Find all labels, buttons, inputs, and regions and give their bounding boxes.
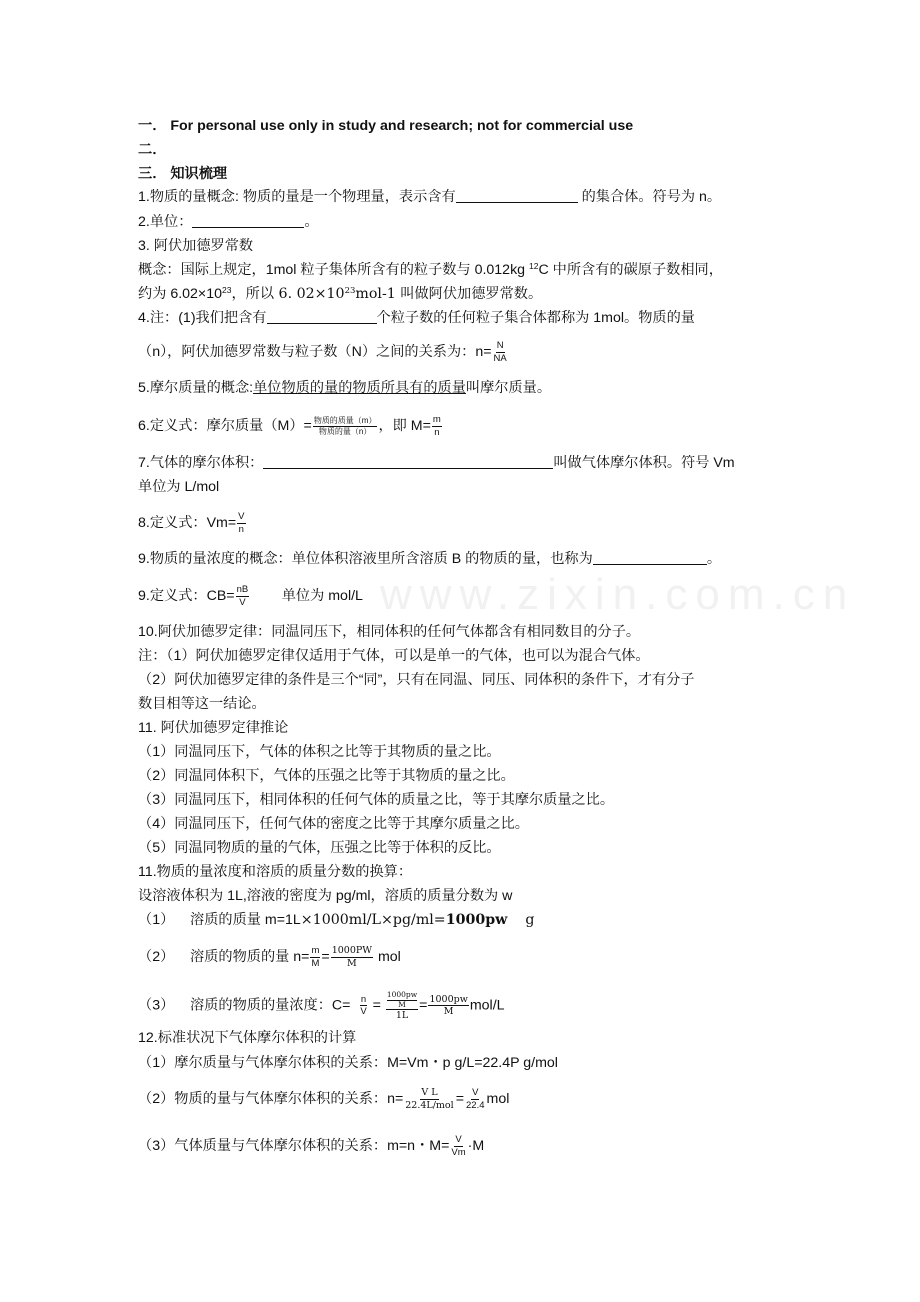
heading-3: 三． 知识梳理: [138, 166, 228, 182]
fraction-m-n: $\frac{m}{n}$: [432, 414, 441, 438]
line-mass: （1） 溶质的质量 m=1L×1000ml/L×pg/ml=1000pw g: [138, 912, 535, 928]
line-corollary-2: （2）同温同体积下，气体的压强之比等于其物质的量之比。: [138, 768, 515, 784]
line-vm-formula: 8.定义式：Vm= $\frac{V}{n}$: [138, 511, 245, 535]
blank-4: [263, 454, 553, 469]
fraction-n: $\frac{N}{NA}$: [493, 340, 507, 364]
line-corollary-4: （4）同温同压下，任何气体的密度之比等于其摩尔质量之比。: [138, 816, 529, 832]
line-molar-mass-formula: 6.定义式：摩尔质量（M）= $\frac{\text{物质的质量（m）}}{\text{物质的量（n）}}$ ，即 M= $\frac{m}{n}$: [138, 414, 441, 438]
blank-2: [192, 213, 304, 228]
line-assume: 设溶液体积为 1L,溶液的密度为 pg/ml，溶质的质量分数为 w: [138, 888, 513, 904]
line-unit: 2.单位： 。: [138, 214, 319, 230]
blank-1: [456, 188, 578, 203]
line-note-2b: 数目相等这一结论。: [138, 696, 266, 712]
line-std-3: （3）气体质量与气体摩尔体积的关系：m=n・M= $\frac{V}{Vm}$ ·M: [138, 1134, 485, 1158]
watermark: www.zixin.com.cn: [380, 570, 856, 619]
heading-1: 一． For personal use only in study and research; not for commercial use: [138, 118, 634, 134]
line-gas-volume-unit: 单位为 L/mol: [138, 479, 220, 495]
fraction-1000pw-M-2: $\frac{1000pw}{M}$: [429, 993, 468, 1018]
line-concept: 概念：国际上规定，1mol 粒子集体所含有的粒子数与 0.012kg $^{12}$C 中所含有的碳原子数相同，: [138, 261, 723, 278]
line-concentration-calc: （3） 溶质的物质的量浓度：C= $\frac{n}{V}$ = 1000pw M 1L = $\frac{1000pw}{M}$ mol/L: [138, 990, 505, 1021]
fraction-V-22.4: $\frac{V}{22.4}$: [466, 1087, 485, 1111]
line-std-1: （1）摩尔质量与气体摩尔体积的关系：M=Vm・p g/L=22.4P g/mol: [138, 1055, 558, 1071]
line-law: 10.阿伏加德罗定律：同温同压下，相同体积的任何气体都含有相同数目的分子。: [138, 624, 641, 640]
line-avogadro: 3. 阿伏加德罗常数: [138, 238, 254, 254]
heading-2: 二．: [138, 142, 167, 158]
fraction-n-V: $\frac{n}{V}$: [360, 993, 367, 1018]
fraction-nb-v: $\frac{nB}{V}$: [236, 584, 249, 608]
line-corollary-5: （5）同温同物质的量的气体，压强之比等于体积的反比。: [138, 840, 501, 856]
fraction-molar-mass: $\frac{\text{物质的质量（m）}}{\text{物质的量（n）}}$: [313, 415, 377, 436]
fraction-V-Vm: $\frac{V}{Vm}$: [451, 1134, 466, 1158]
blank-3: [267, 309, 377, 324]
line-note-2: （2）阿伏加德罗定律的条件是三个“同”，只有在同温、同压、同体积的条件下，才有分子: [138, 672, 695, 688]
line-mole-concept: 1.物质的量概念: 物质的量是一个物理量，表示含有 的集合体。符号为 n。: [138, 189, 722, 205]
line-corollary-3: （3）同温同压下，相同体积的任何气体的质量之比，等于其摩尔质量之比。: [138, 792, 615, 808]
line-molar-mass: 5.摩尔质量的概念:单位物质的量的物质所具有的质量叫摩尔质量。: [138, 380, 552, 396]
fraction-m-M: $\frac{m}{M}$: [311, 945, 320, 969]
line-amount: （2） 溶质的物质的量 n= $\frac{m}{M}$ = $\frac{1000PW}{M}$ mol: [138, 945, 401, 969]
line-note: 4.注：(1)我们把含有 个粒子数的任何粒子集合体都称为 1mol。物质的量: [138, 310, 695, 326]
fraction-nested: 1000pw M 1L: [386, 990, 418, 1021]
line-corollary-1: （1）同温同压下，气体的体积之比等于其物质的量之比。: [138, 744, 501, 760]
line-std-2: （2）物质的量与气体摩尔体积的关系：n= $\frac{\text{V L}}{\text{22.4L/mol}}$ = $\frac{V}{22.4}$ mol: [138, 1087, 510, 1111]
line-note-1: 注：（1）阿伏加德罗定律仅适用于气体，可以是单一的气体，也可以为混合气体。: [138, 648, 650, 664]
line-concentration: 9.物质的量浓度的概念：单位体积溶液里所含溶质 B 的物质的量，也称为 。: [138, 551, 722, 567]
blank-5: [593, 550, 707, 565]
line-cb-formula: 9.定义式：CB= $\frac{nB}{V}$ 单位为 mol/L: [138, 584, 363, 608]
line-gas-volume: 7.气体的摩尔体积： 叫做气体摩尔体积。符号 Vm: [138, 455, 735, 471]
line-relation: （n），阿伏加德罗常数与粒子数（N）之间的关系为：n= $\frac{N}{NA}$: [138, 340, 507, 364]
line-approx: 约为 $6.02\times 10^{23}$，所以 6. $02\times 10^{23}mol-1$ 叫做阿伏加德罗常数。: [138, 285, 543, 302]
fraction-1000pw-M: $\frac{1000PW}{M}$: [331, 945, 373, 969]
line-conversion: 11.物质的量浓度和溶质的质量分数的换算：: [138, 864, 413, 880]
fraction-v-n: $\frac{V}{n}$: [238, 511, 245, 535]
line-standard-conditions: 12.标准状况下气体摩尔体积的计算: [138, 1030, 357, 1046]
line-corollary: 11. 阿伏加德罗定律推论: [138, 720, 289, 736]
fraction-VL: $\frac{\text{V L}}{\text{22.4L/mol}}$: [405, 1087, 454, 1111]
